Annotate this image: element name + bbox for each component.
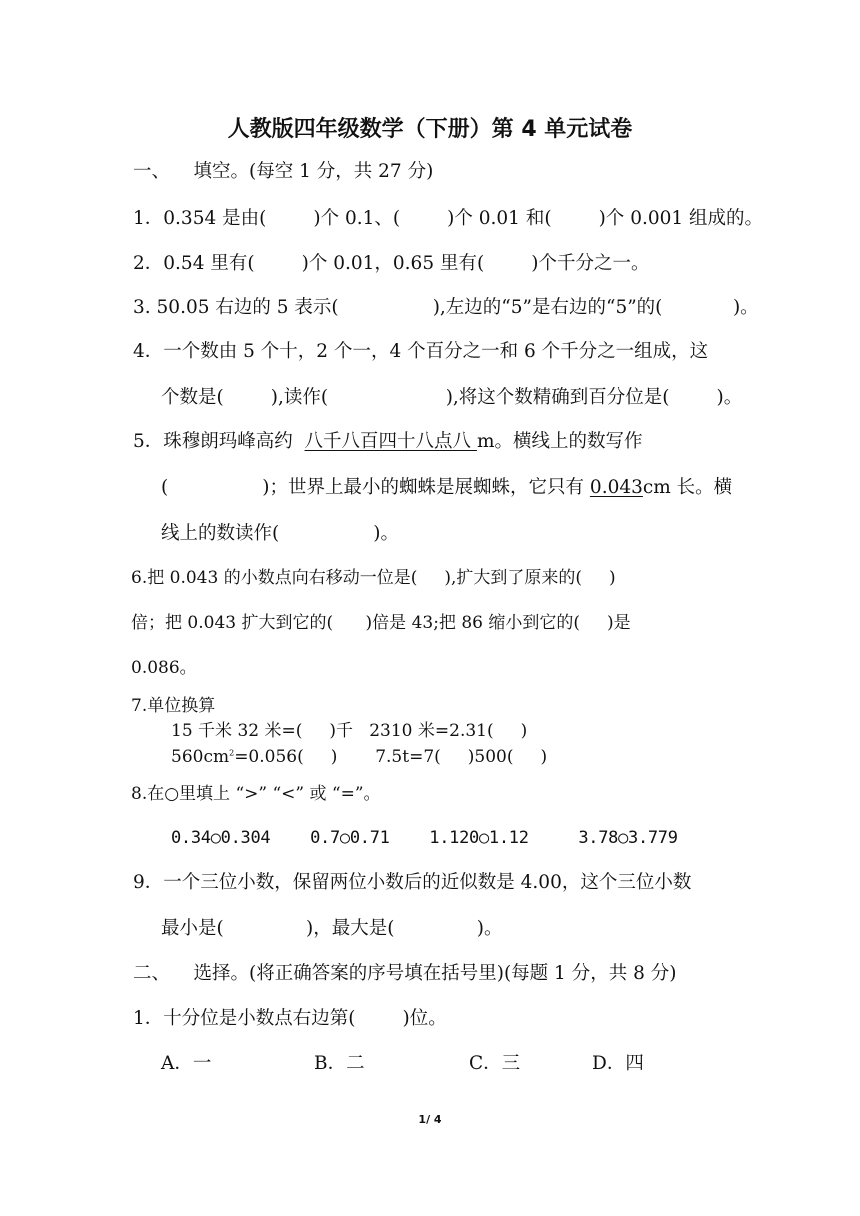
question-7-row-1: 15 千米 32 米=( )千 2310 米=2.31( ) bbox=[171, 721, 528, 741]
q5-text-c: ( )；世界上最小的蜘蛛是展蜘蛛，它只有 bbox=[161, 477, 590, 498]
page-title: 人教版四年级数学（下册）第 4 单元试卷 bbox=[227, 117, 633, 142]
q5-underlined-number: 八千八百四十八点八 bbox=[304, 431, 477, 452]
q7-area-value: 560cm bbox=[171, 747, 230, 767]
question-6-line-3: 0.086。 bbox=[131, 658, 197, 678]
section-1-heading: 一、 填空。(每空 1 分，共 27 分) bbox=[133, 161, 434, 182]
option-c: C．三 bbox=[469, 1053, 521, 1074]
question-4-line-2: 个数是( ),读作( ),将这个数精确到百分位是( )。 bbox=[161, 387, 743, 408]
option-b: B．二 bbox=[314, 1053, 365, 1074]
q5-text-b: m。横线上的数写作 bbox=[476, 431, 643, 452]
question-8-comparisons: 0.34○0.304 0.7○0.71 1.120○1.12 3.78○3.779 bbox=[171, 828, 678, 848]
q5-text-d: cm 长。横 bbox=[642, 477, 733, 498]
question-4-line-1: 4．一个数由 5 个十，2 个一，4 个百分之一和 6 个千分之一组成，这 bbox=[133, 341, 709, 362]
question-6-line-1: 6.把 0.043 的小数点向右移动一位是( ),扩大到了原来的( ) bbox=[131, 568, 616, 588]
page-number: 1/ 4 bbox=[418, 1113, 442, 1126]
q7-superscript: 2 bbox=[229, 748, 235, 758]
question-3: 3. 50.05 右边的 5 表示( ),左边的“5”是右边的“5”的( )。 bbox=[133, 297, 759, 318]
question-5-line-2 bbox=[161, 476, 732, 500]
question-5-line-1 bbox=[133, 430, 642, 454]
section-2-question-1: 1．十分位是小数点右边第( )位。 bbox=[133, 1008, 447, 1029]
option-d: D．四 bbox=[592, 1053, 644, 1074]
q7-row-2-rest: =0.056( ) 7.5t=7( )500( ) bbox=[234, 747, 548, 767]
section-2-heading: 二、 选择。(将正确答案的序号填在括号里)(每题 1 分，共 8 分) bbox=[133, 963, 677, 984]
question-8-heading: 8.在○里填上 “>” “<” 或 “=”。 bbox=[131, 784, 381, 804]
q5-text-a: 5．珠穆朗玛峰高约 bbox=[133, 431, 305, 452]
q5-underlined-length: 0.043 bbox=[589, 477, 643, 498]
question-9-line-1: 9．一个三位小数，保留两位小数后的近似数是 4.00，这个三位小数 bbox=[133, 872, 692, 893]
option-a: A．一 bbox=[161, 1053, 212, 1074]
question-5-line-3: 线上的数读作( )。 bbox=[161, 523, 400, 544]
question-2: 2．0.54 里有( )个 0.01，0.65 里有( )个千分之一。 bbox=[133, 253, 650, 274]
question-7-heading: 7.单位换算 bbox=[131, 696, 216, 716]
question-6-line-2: 倍；把 0.043 扩大到它的( )倍是 43;把 86 缩小到它的( )是 bbox=[131, 613, 631, 633]
question-1: 1．0.354 是由( )个 0.1、( )个 0.01 和( )个 0.001 组成的。 bbox=[133, 208, 764, 229]
question-7-row-2 bbox=[171, 745, 547, 769]
question-9-line-2: 最小是( )，最大是( )。 bbox=[161, 918, 503, 939]
